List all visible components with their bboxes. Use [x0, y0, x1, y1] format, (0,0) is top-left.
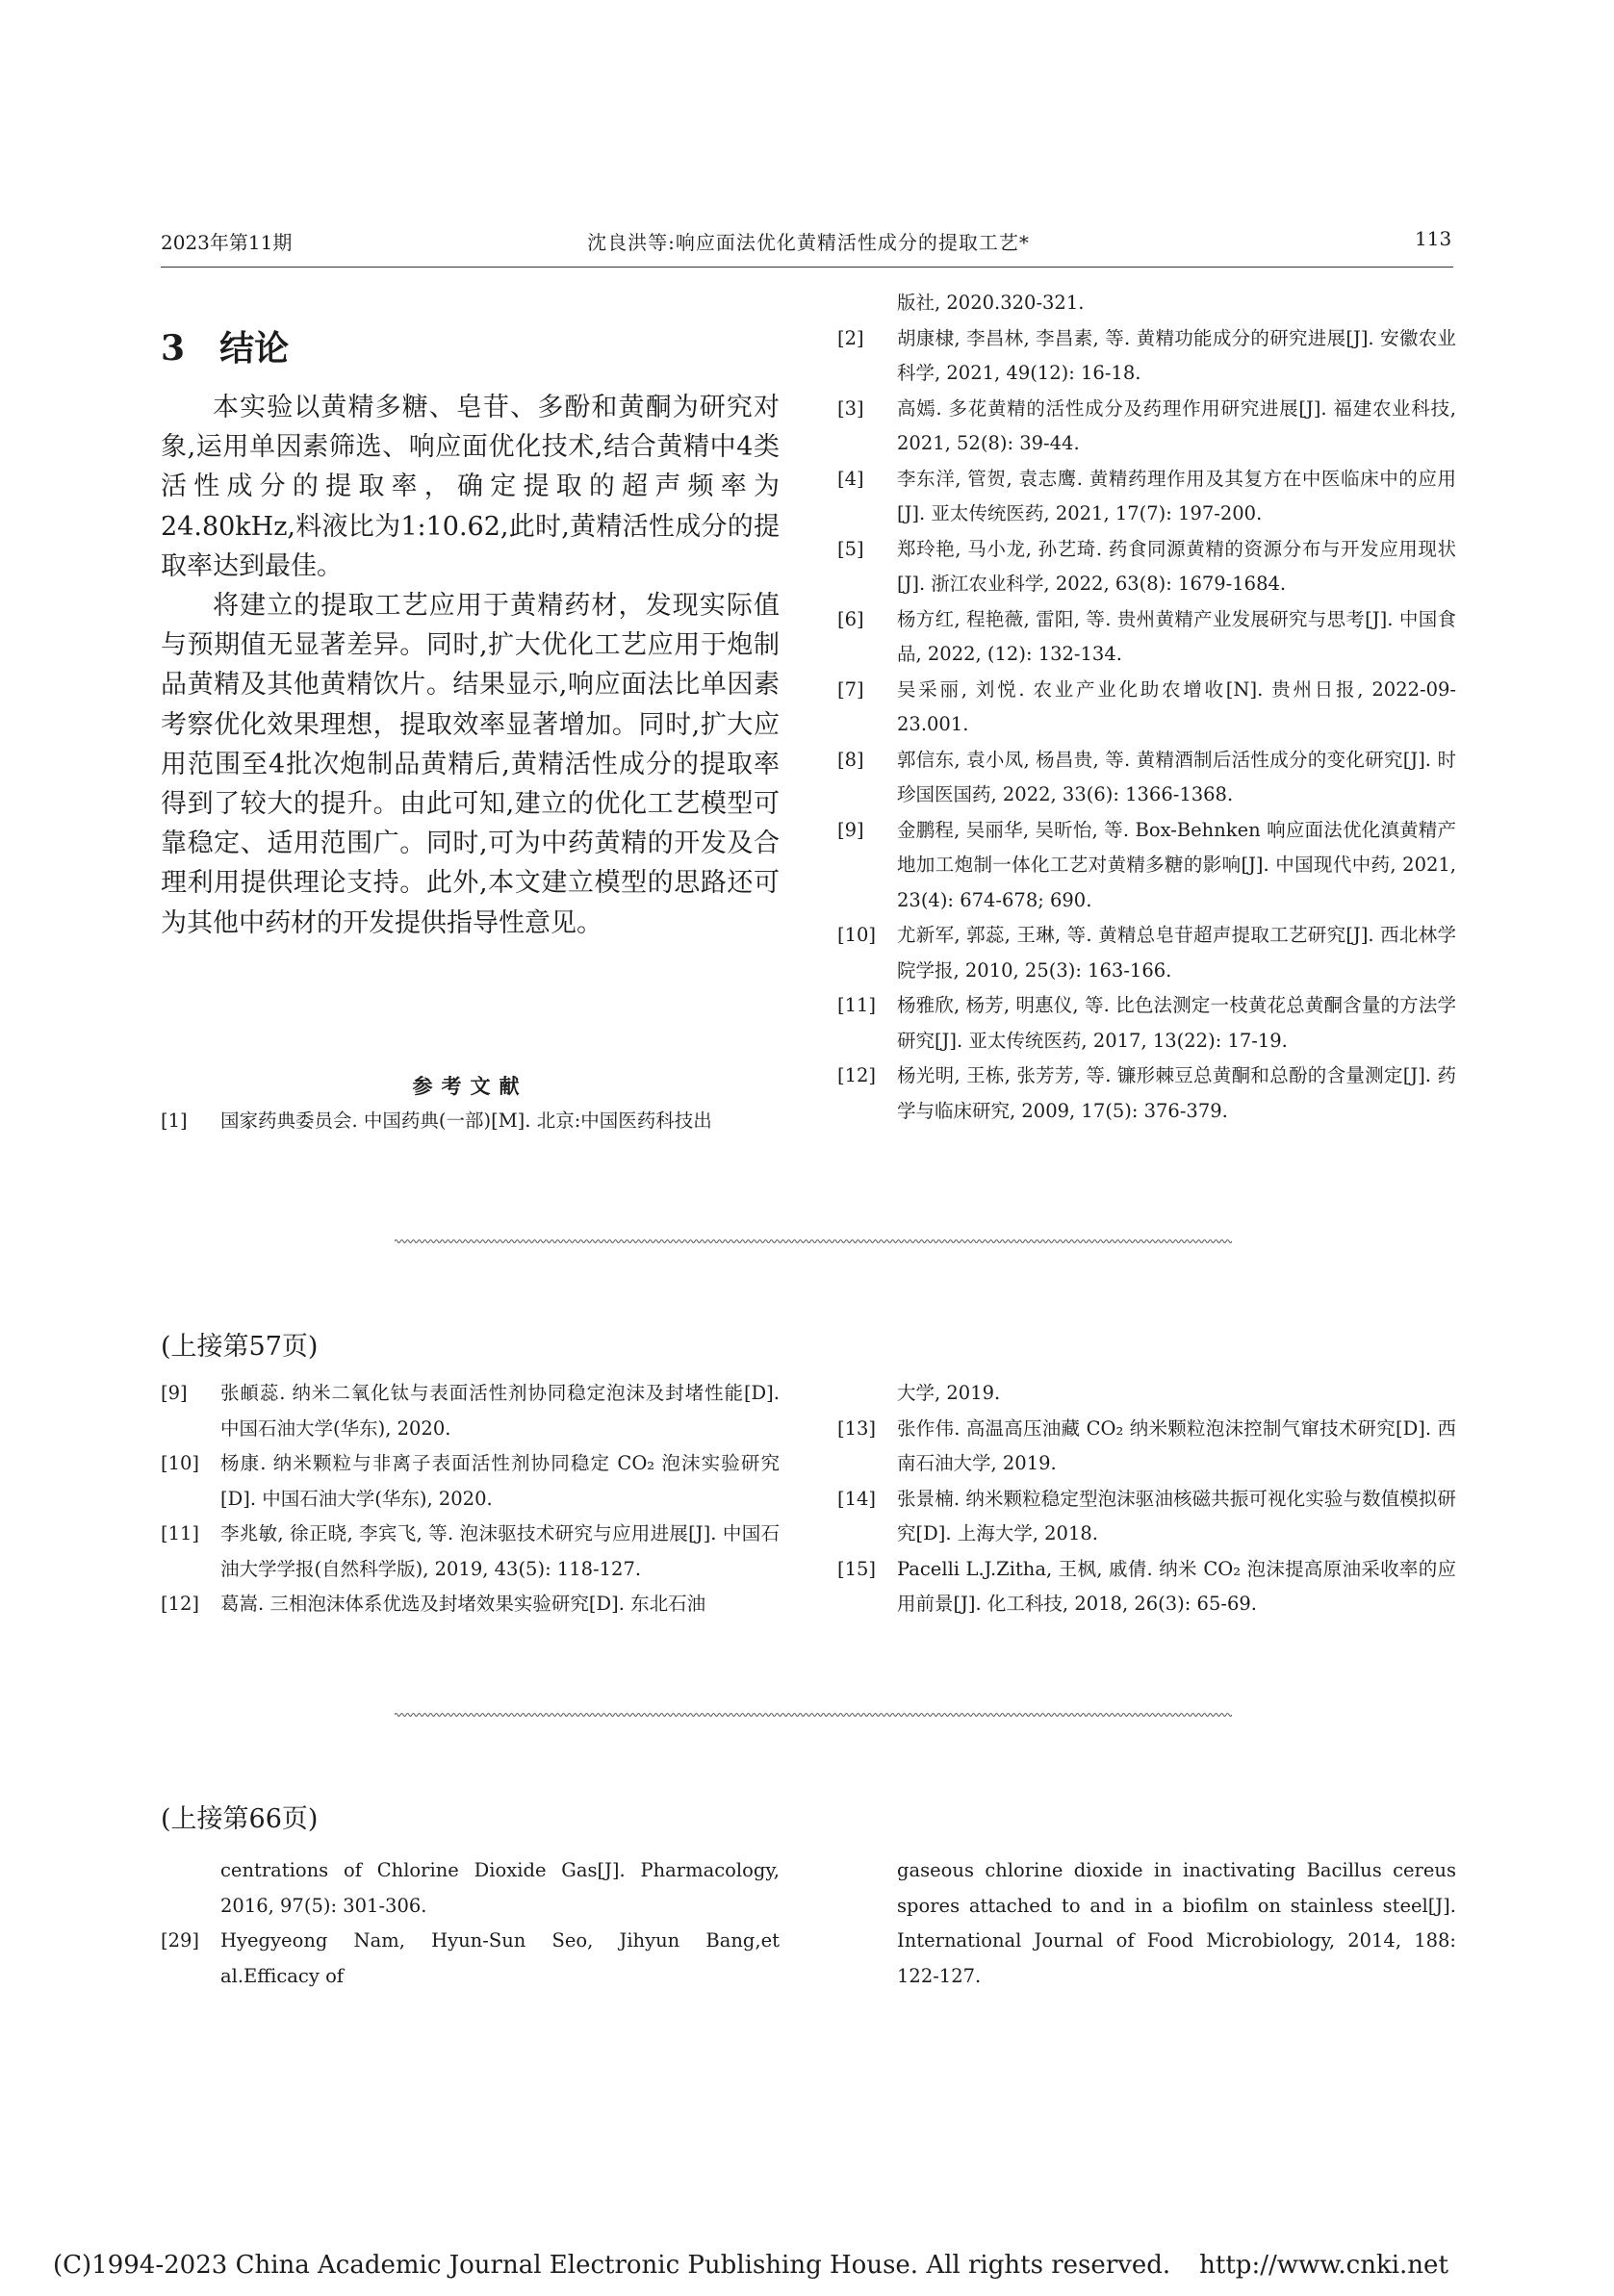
- section-heading: [161, 321, 289, 370]
- reference-text: 版社, 2020.320-321.: [897, 292, 1085, 314]
- references-right-column: [837, 286, 1456, 1129]
- reference-number: [13]: [837, 1416, 877, 1440]
- reference-text: 葛嵩. 三相泡沫体系优选及封堵效果实验研究[D]. 东北石油: [220, 1593, 706, 1615]
- copyright-text: (C)1994-2023 China Academic Journal Electronic Publishing House. All rights reserved.: [53, 2251, 1171, 2280]
- site-url: http://www.cnki.net: [1199, 2251, 1448, 2280]
- reference-item: [837, 392, 1456, 462]
- reference-item: [837, 813, 1456, 919]
- header-rule: [161, 267, 1453, 268]
- reference-number: [10]: [837, 924, 877, 946]
- reference-number: [11]: [837, 994, 877, 1016]
- reference-text: 张頔蕊. 纳米二氧化钛与表面活性剂协同稳定泡沫及封堵性能[D]. 中国石油大学(华东), 2020.: [220, 1382, 780, 1440]
- reference-text: 李兆敏, 徐正晓, 李宾飞, 等. 泡沫驱技术研究与应用进展[J]. 中国石油大学学报(自然科学版), 2019, 43(5): 118-127.: [220, 1522, 780, 1580]
- reference-item: [837, 1482, 1456, 1552]
- reference-item: [161, 1924, 780, 1994]
- issue-label: 2023年第11期: [161, 231, 293, 254]
- reference-number: [3]: [837, 396, 864, 420]
- reference-text: 杨康. 纳米颗粒与非离子表面活性剂协同稳定 CO₂ 泡沫实验研究[D]. 中国石油大学(华东), 2020.: [220, 1452, 780, 1510]
- reference-text: 杨雅欣, 杨芳, 明惠仪, 等. 比色法测定一枝黄花总黄酮含量的方法学研究[J]. 亚太传统医药, 2017, 13(22): 17-19.: [897, 994, 1456, 1052]
- reference-number: [9]: [161, 1382, 188, 1404]
- reference-text: 尤新军, 郭蕊, 王琳, 等. 黄精总皂苷超声提取工艺研究[J]. 西北林学院学报, 2010, 25(3): 163-166.: [897, 924, 1456, 982]
- reference-text: centrations of Chlorine Dioxide Gas[J]. Pharmacology, 2016, 97(5): 301-306.: [220, 1859, 780, 1917]
- continued-57-right-column: [837, 1376, 1456, 1622]
- page-number: 113: [1415, 227, 1452, 250]
- reference-item: [161, 1376, 780, 1446]
- reference-text: 杨光明, 王栋, 张芳芳, 等. 镰形棘豆总黄酮和总酚的含量测定[J]. 药学与临床研究, 2009, 17(5): 376-379.: [897, 1064, 1456, 1122]
- reference-text: 郭信东, 袁小凤, 杨昌贵, 等. 黄精酒制后活性成分的变化研究[J]. 时珍国医国药, 2022, 33(6): 1366-1368.: [897, 748, 1456, 805]
- reference-item: [837, 743, 1456, 813]
- reference-item: [837, 673, 1456, 743]
- reference-number: [2]: [837, 326, 864, 349]
- reference-number: [12]: [161, 1593, 200, 1615]
- reference-text: 李东洋, 管贺, 袁志鹰. 黄精药理作用及其复方在中医临床中的应用[J]. 亚太传统医药, 2021, 17(7): 197-200.: [897, 467, 1456, 524]
- conclusion-paragraph: 本实验以黄精多糖、皂苷、多酚和黄酮为研究对象,运用单因素筛选、响应面优化技术,结合黄精中4类活性成分的提取率，确定提取的超声频率为24.80kHz,料液比为1:10.62,此时,黄精活性成分的提取率达到最佳。: [161, 393, 780, 581]
- reference-number: [12]: [837, 1064, 877, 1086]
- reference-number: [10]: [161, 1452, 200, 1474]
- reference-number: [9]: [837, 818, 864, 841]
- reference-item: [161, 1104, 780, 1139]
- reference-number: [6]: [837, 607, 864, 630]
- reference-text: Pacelli L.J.Zitha, 王枫, 戚倩. 纳米 CO₂ 泡沫提高原油采收率的应用前景[J]. 化工科技, 2018, 26(3): 65-69.: [897, 1557, 1456, 1615]
- reference-number: [11]: [161, 1522, 200, 1544]
- reference-item: [161, 1446, 780, 1517]
- reference-item: [161, 1853, 780, 1924]
- copyright-footer: [53, 2251, 1477, 2280]
- reference-item: [837, 532, 1456, 602]
- reference-text: gaseous chlorine dioxide in inactivating Bacillus cereus spores attached to and in a biofilm on stainless steel[J]. International Journal of Food Microbiology, 2014, 188: 122-127.: [897, 1859, 1456, 1987]
- reference-item: [837, 321, 1456, 392]
- reference-item: [837, 988, 1456, 1059]
- reference-number: [5]: [837, 537, 864, 560]
- conclusion-body: [161, 388, 780, 943]
- reference-item: [837, 1412, 1456, 1482]
- section-number: 3: [161, 328, 186, 369]
- conclusion-paragraph: 将建立的提取工艺应用于黄精药材，发现实际值与预期值无显著差异。同时,扩大优化工艺应用于炮制品黄精及其他黄精饮片。结果显示,响应面法比单因素考察优化效果理想，提取效率显著增加。同时,扩大应用范围至4批次炮制品黄精后,黄精活性成分的提取率得到了较大的提升。由此可知,建立的优化工艺模型可靠稳定、适用范围广。同时,可为中药黄精的开发及合理利用提供理论支持。此外,本文建立模型的思路还可为其他中药材的开发提供指导性意见。: [161, 591, 780, 938]
- reference-text: 金鹏程, 吴丽华, 吴昕怡, 等. Box-Behnken 响应面法优化滇黄精产地加工炮制一体化工艺对黄精多糖的影响[J]. 中国现代中药, 2021, 23(4): 674-678; 690.: [897, 818, 1456, 911]
- references-heading: 参考文献: [412, 1074, 528, 1098]
- reference-text: 高嫣. 多花黄精的活性成分及药理作用研究进展[J]. 福建农业科技, 2021, 52(8): 39-44.: [897, 396, 1456, 454]
- section-title: 结论: [219, 328, 290, 369]
- reference-item: [161, 1517, 780, 1587]
- reference-item: [837, 462, 1456, 532]
- wavy-divider: [395, 1237, 1232, 1246]
- wavy-divider: [395, 1710, 1232, 1720]
- reference-item: [837, 1376, 1456, 1412]
- reference-number: [7]: [837, 677, 864, 701]
- reference-number: [14]: [837, 1487, 877, 1510]
- continued-66-left-column: [161, 1853, 780, 1994]
- references-left-column: [161, 1104, 780, 1139]
- continued-heading: (上接第57页): [161, 1332, 319, 1362]
- reference-text: Hyegyeong Nam, Hyun-Sun Seo, Jihyun Bang,et al.Efficacy of: [220, 1929, 780, 1987]
- reference-text: 胡康棣, 李昌林, 李昌素, 等. 黄精功能成分的研究进展[J]. 安徽农业科学, 2021, 49(12): 16-18.: [897, 326, 1456, 384]
- reference-number: [8]: [837, 748, 864, 771]
- reference-number: [4]: [837, 467, 864, 490]
- reference-item: [837, 1853, 1456, 1994]
- reference-text: 大学, 2019.: [897, 1382, 1001, 1404]
- reference-text: 张作伟. 高温高压油藏 CO₂ 纳米颗粒泡沫控制气窜技术研究[D]. 西南石油大学, 2019.: [897, 1416, 1456, 1474]
- running-title: 沈良洪等:响应面法优化黄精活性成分的提取工艺*: [587, 231, 1030, 254]
- reference-item: [837, 1552, 1456, 1622]
- reference-text: 张景楠. 纳米颗粒稳定型泡沫驱油核磁共振可视化实验与数值模拟研究[D]. 上海大学, 2018.: [897, 1487, 1456, 1544]
- reference-item: [837, 918, 1456, 988]
- reference-item: [837, 286, 1456, 321]
- reference-text: 国家药典委员会. 中国药典(一部)[M]. 北京:中国医药科技出: [220, 1110, 712, 1132]
- reference-item: [161, 1587, 780, 1622]
- reference-number: [15]: [837, 1557, 877, 1580]
- continued-57-left-column: [161, 1376, 780, 1622]
- reference-text: 杨方红, 程艳薇, 雷阳, 等. 贵州黄精产业发展研究与思考[J]. 中国食品, 2022, (12): 132-134.: [897, 607, 1456, 665]
- continued-heading: (上接第66页): [161, 1804, 319, 1834]
- reference-number: [29]: [161, 1929, 200, 1952]
- reference-text: 吴采丽, 刘悦. 农业产业化助农增收[N]. 贵州日报, 2022-09-23.001.: [897, 677, 1456, 735]
- reference-item: [837, 1059, 1456, 1129]
- continued-66-right-column: [837, 1853, 1456, 1994]
- reference-item: [837, 602, 1456, 673]
- reference-number: [1]: [161, 1110, 188, 1132]
- reference-text: 郑玲艳, 马小龙, 孙艺琦. 药食同源黄精的资源分布与开发应用现状[J]. 浙江农业科学, 2022, 63(8): 1679-1684.: [897, 537, 1456, 595]
